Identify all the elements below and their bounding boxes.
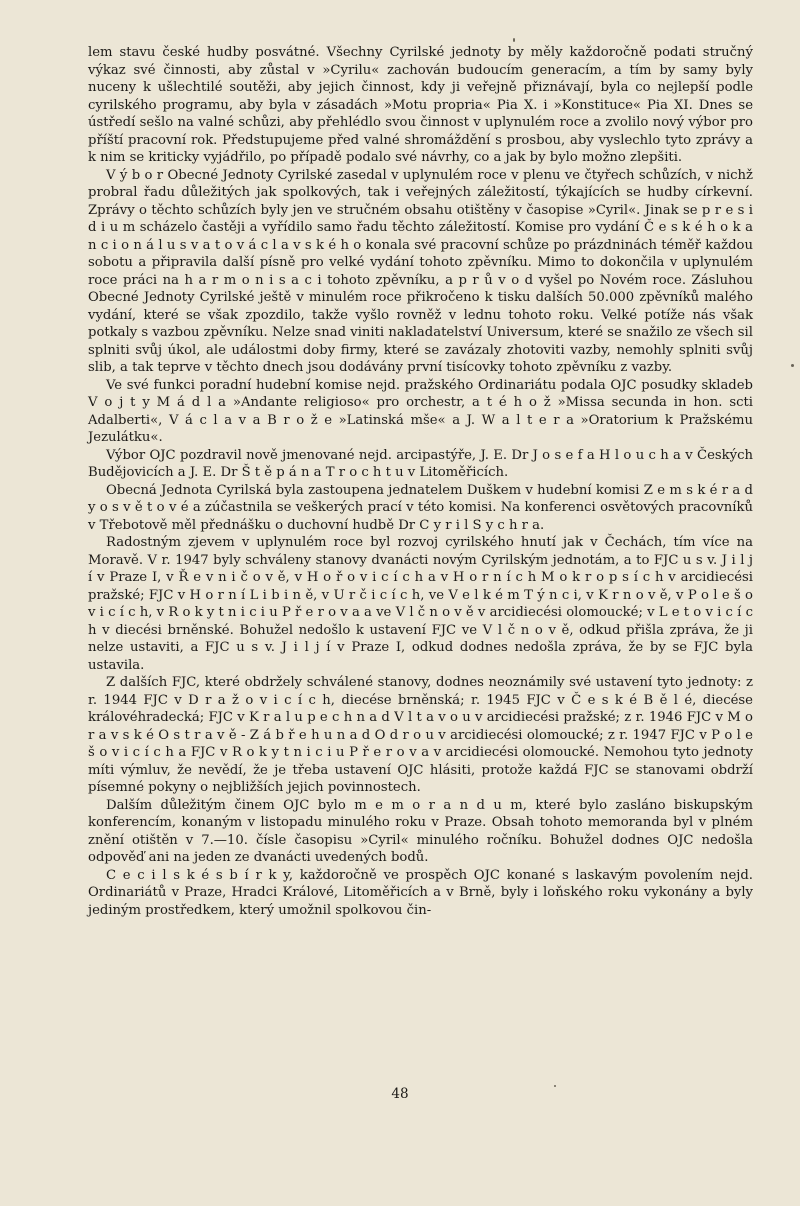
paragraph-8: Dalším důležitým činem OJC bylo m e m o r a n d u m, které bylo zasláno biskupským konferencím, konaným v listopadu minulého roku v Praze. Obsah tohoto memoranda byl v plném znění otištěn v 7.—10. čísle časopisu »Cyril« minulého ročníku. Bohužel dodnes OJC nedošla odpověď ani na jeden ze dvanácti uvedených bodů. xyxy=(88,797,753,865)
paragraph-7: Z dalších FJC, které obdržely schválené stanovy, dodnes neoznámily své ustavení tyto jednoty: z r. 1944 FJC v D r a ž o v i c í c h, diecése brněnská; r. 1945 FJC v Č e s k é B ě l é, diecése královéhradecká; FJC v K r a l u p e c h n a d V l t a v o u v arcidiecési pražské; z r. 1946 FJC v M o r a v s k é O s t r a v ě - Z á b ř e h u n a d O d r o u v arcidiecési olomoucké; z r. 1947 FJC v P o l e š o v i c í c h a FJC v R o k y t n i c i u P ř e r o v a v arcidiecési olomoucké. Nemohou tyto jednoty míti výmluv, že nevědí, že je třeba ustavení OJC hlásiti, protože každá FJC se stanovami obdrží písemné pokyny o nejbližších jejich povinnostech. xyxy=(88,675,753,795)
paper-speck xyxy=(791,364,794,367)
paragraph-3: Ve své funkci poradní hudební komise nejd. pražského Ordinariátu podala OJC posudky skladeb V o j t y M á d l a »Andante religioso« pro orchestr, a t é h o ž »Missa secunda in hon. scti Adalberti«, V á c l a v a B r o ž e »Latinská mše« a J. W a l t e r a »Oratorium k Pražskému Jezulátku«. xyxy=(88,377,753,445)
paragraph-6: Radostným zjevem v uplynulém roce byl rozvoj cyrilského hnutí jak v Čechách, tím více na Moravě. V r. 1947 byly schváleny stanovy dvanácti novým Cyrilským jednotám, a to FJC u s v. J i l j í v Praze I, v Ř e v n i č o v ě, v H o ř o v i c í c h a v H o r n í c h M o k r o p s í c h v arcidiecési pražské; FJC v H o r n í L i b i n ě, v U r č i c í c h, ve V e l k é m T ý n c i, v K r n o v ě, v P o l e š o v i c í c h, v R o k y t n i c i u P ř e r o v a a ve V l č n o v ě v arcidiecési olomoucké; v L e t o v i c í c h v diecési brněnské. Bohužel nedošlo k ustavení FJC ve V l č n o v ě, odkud přišla zpráva, že ji nelze ustaviti, a FJC u s v. J i l j í v Praze I, odkud dodnes nedošla zpráva, že by se FJC byla ustavila. xyxy=(88,535,753,673)
paragraph-4: Výbor OJC pozdravil nově jmenované nejd. arcipastýře, J. E. Dr J o s e f a H l o u c h a v Českých Budějovicích a J. E. Dr Š t ě p á n a T r o c h t u v Litoměřicích. xyxy=(88,447,753,480)
paper-speck xyxy=(513,38,515,42)
page-body xyxy=(88,44,753,919)
paper-speck xyxy=(554,1085,556,1087)
paragraph-9: C e c i l s k é s b í r k y, každoročně ve prospěch OJC konané s laskavým povolením nejd. Ordinariátů v Praze, Hradci Králové, Litoměřicích a v Brně, byly i loňského roku vykonány a byly jediným prostředkem, který umožnil spolkovou čin- xyxy=(88,867,753,918)
page-number: 48 xyxy=(391,1086,409,1102)
paragraph-5: Obecná Jednota Cyrilská byla zastoupena jednatelem Duškem v hudební komisi Z e m s k é r a d y o s v ě t o v é a zúčastnila se veškerých prací v této komisi. Na konferenci osvětových pracovníků v Třebotově měl přednášku o duchovní hudbě Dr C y r i l S y c h r a. xyxy=(88,482,753,533)
paragraph-1: lem stavu české hudby posvátné. Všechny Cyrilské jednoty by měly každoročně podati stručný výkaz své činnosti, aby zůstal v »Cyrilu« zachován budoucím generacím, a tím by samy byly nuceny k ušlechtilé soutěži, aby jejich činnost, kdy ji veřejně přiznávají, byla co nejlepší podle cyrilského programu, aby byla v zásadách »Motu propria« Pia X. i »Konstituce« Pia XI. Dnes se ústředí sešlo na valné schůzi, aby přehlédlo svou činnost v uplynulém roce a zvolilo nový výbor pro příští pracovní rok. Předstupujeme před valné shromáždění s prosbou, aby vyslechlo tyto zprávy a k nim se kriticky vyjádřilo, po případě podalo své návrhy, co a jak by bylo možno zlepšiti. xyxy=(88,45,753,165)
paragraph-2: V ý b o r Obecné Jednoty Cyrilské zasedal v uplynulém roce v plenu ve čtyřech schůzích, v nichž probral řadu důležitých jak spolkových, tak i veřejných záležitostí, týkajících se hudby církevní. Zprávy o těchto schůzích byly jen ve stručném obsahu otištěny v časopise »Cyril«. Jinak se p r e s i d i u m scházelo častěji a vyřídilo samo řadu těchto záležitostí. Komise pro vydání Č e s k é h o k a n c i o n á l u s v a t o v á c l a v s k é h o konala své pracovní schůze po prázdninách téměř každou sobotu a připravila další písně pro velké vydání tohoto zpěvníku. Mimo to dokončila v uplynulém roce práci na h a r m o n i s a c i tohoto zpěvníku, a p r ů v o d vyšel po Novém roce. Zásluhou Obecné Jednoty Cyrilské ještě v minulém roce přikročeno k tisku dalších 50.000 zpěvníků malého vydání, které se však zpozdilo, takže vyšlo rovněž v lednu tohoto roku. Velké potíže nás však potkaly s vazbou zpěvníku. Nelze snad viniti nakladatelství Universum, které se snažilo ze všech sil splniti svůj úkol, ale událostmi doby firmy, které se zavázaly zhotoviti vazby, nemohly splniti svůj slib, a tak teprve v těchto dnech jsou dodávány první tisícovky tohoto zpěvníku z vazby. xyxy=(88,167,753,375)
